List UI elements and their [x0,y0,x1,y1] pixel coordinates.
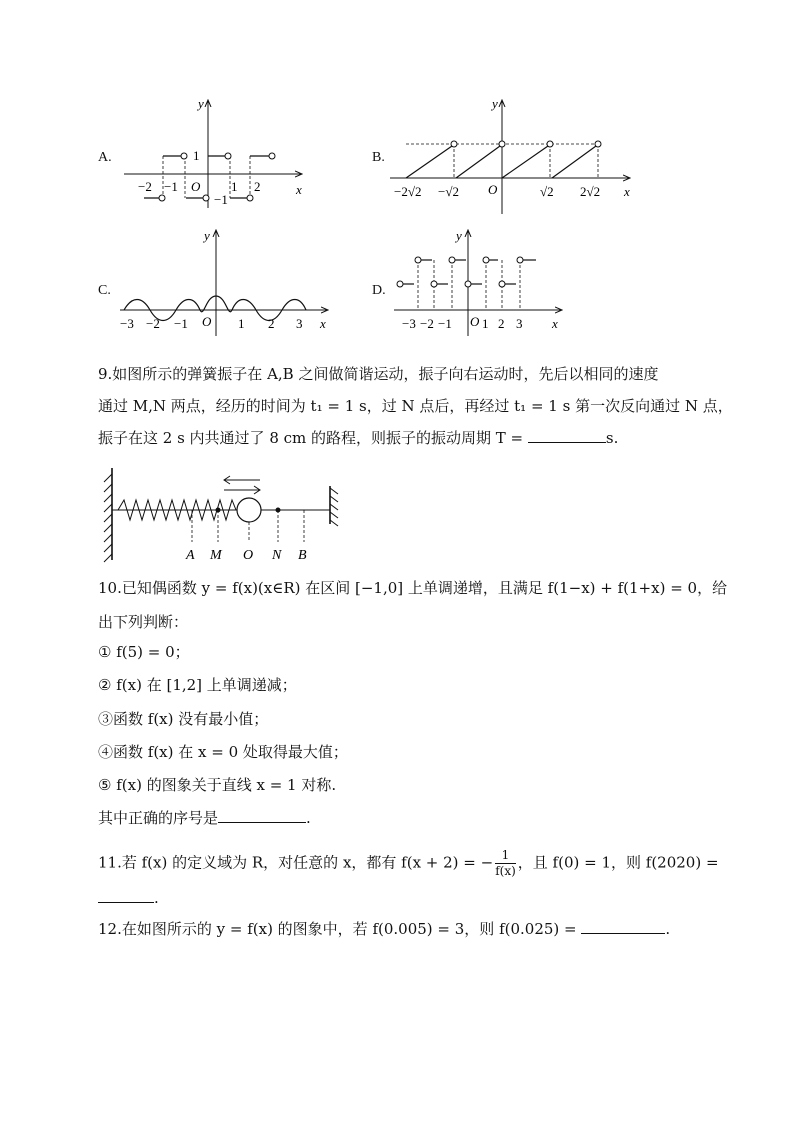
q10-item-1: ① f(5) = 0； [98,643,190,661]
origin-label: O [470,314,480,329]
q10-item-5: ⑤ f(x) 的图象关于直线 x = 1 对称. [98,776,337,794]
graph-a [118,92,310,212]
tick-x: −1 [164,179,178,194]
spring-oscillator-figure [98,462,343,566]
x-axis-label: x [296,182,302,197]
q11-answer-line [98,888,159,908]
q12-line [98,919,670,939]
tick-x: 3 [516,316,523,331]
q10-answer-blank[interactable] [218,808,306,823]
q11-text-b: ，且 f(0) = 1，则 f(2020) = [517,853,719,872]
tick-x: 2 [498,316,505,331]
x-axis-label: x [320,316,326,331]
q12-answer-blank[interactable] [581,919,665,934]
q11-line [98,848,719,879]
graph-c [116,226,336,338]
q10-answer-line [98,808,311,828]
y-axis-label: y [204,228,210,243]
point-label: M [210,548,222,563]
option-c-label: C. [98,283,111,298]
tick-x: −1 [174,316,188,331]
graph-b [386,94,638,214]
tick-x: 2 [268,316,275,331]
q11-fraction [495,848,516,879]
q9-unit: s. [605,429,619,447]
q10-item-3: ③函数 f(x) 没有最小值； [98,710,269,728]
origin-label: O [191,179,201,194]
q11-denominator: f(x) [495,864,516,878]
graph-d [390,226,568,338]
origin-label: O [202,314,212,329]
y-axis-label: y [198,96,204,111]
point-label: O [243,548,254,563]
q9-line-3 [98,428,618,448]
q9-line-1: 9.如图所示的弹簧振子在 A,B 之间做简谐运动，振子向右运动时，先后以相同的速度 [98,365,659,383]
option-b-label: B. [372,150,385,165]
tick-y-1: 1 [193,148,200,163]
tick-x: 2√2 [580,184,601,199]
point-label: A [186,548,195,563]
tick-x: 2 [254,179,261,194]
q12-text: 12.在如图所示的 y = f(x) 的图象中，若 f(0.005) = 3，则 f(0.025) = [98,920,577,938]
tick-x: 1 [238,316,245,331]
point-label: N [272,548,282,563]
q9-line-3-text: 振子在这 2 s 内共通过了 8 cm 的路程，则振子的振动周期 T = [98,429,524,447]
q10-item-2: ② f(x) 在 [1,2] 上单调递减； [98,676,297,694]
tick-x: 3 [296,316,303,331]
tick-x: −2√2 [394,184,422,199]
q9-answer-blank[interactable] [528,428,606,443]
tick-y-neg1: −1 [214,192,228,207]
tick-x: −2 [138,179,152,194]
q10-item-4: ④函数 f(x) 在 x = 0 处取得最大值； [98,743,348,761]
option-d-label: D. [372,283,386,298]
option-a-label: A. [98,150,112,165]
point-label: B [298,548,307,563]
q11-answer-blank[interactable] [98,888,154,903]
x-axis-label: x [624,184,630,199]
tick-x: 1 [231,179,238,194]
q10-answer-end: . [306,809,311,827]
origin-label: O [488,182,498,197]
tick-x: −2 [420,316,434,331]
q9-line-2: 通过 M,N 两点，经历的时间为 t₁ = 1 s，过 N 点后，再经过 t₁ = 1 s 第一次反向通过 N 点， [98,397,733,415]
tick-x: −3 [120,316,134,331]
q12-end: . [665,920,671,938]
tick-x: −√2 [438,184,459,199]
q10-line-2: 出下列判断： [98,613,189,631]
q11-end: . [154,889,159,907]
tick-x: −2 [146,316,160,331]
tick-x: −1 [438,316,452,331]
q11-numerator: 1 [495,848,516,864]
q10-answer-prompt: 其中正确的序号是 [98,809,219,827]
tick-x: −3 [402,316,416,331]
x-axis-label: x [552,316,558,331]
tick-x: 1 [482,316,489,331]
y-axis-label: y [456,228,462,243]
y-axis-label: y [492,96,498,111]
q11-text-a: 11.若 f(x) 的定义域为 R，对任意的 x，都有 f(x + 2) = − [98,853,494,872]
tick-x: √2 [540,184,554,199]
q10-line-1: 10.已知偶函数 y = f(x)(x∈R) 在区间 [−1,0] 上单调递增，且满足 f(1−x) + f(1+x) = 0，给 [98,579,728,597]
